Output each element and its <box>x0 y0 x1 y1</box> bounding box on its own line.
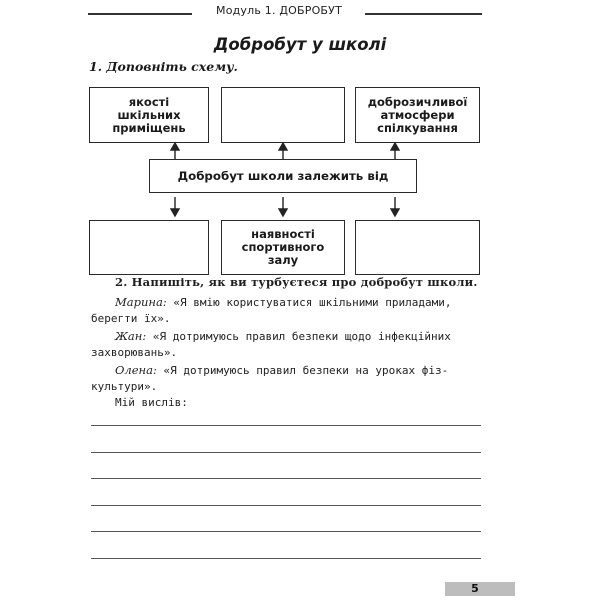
answer-line-2[interactable] <box>91 452 481 453</box>
statement-olena-cont <box>91 379 483 395</box>
top-box-1-line-2: шкільних <box>117 107 181 122</box>
statement-olena-line-2: культури». <box>91 380 158 394</box>
statement-marina-line-2: берегти їх». <box>91 312 171 326</box>
center-box-label: Добробут школи залежить від <box>177 168 389 183</box>
page-title: Добробут у школі <box>213 35 387 54</box>
page-number: 5 <box>471 582 479 595</box>
statement-marina <box>91 294 483 311</box>
statement-zhan <box>91 328 483 345</box>
top-box-3-line-2: атмосфери <box>380 107 455 122</box>
answer-line-1[interactable] <box>91 425 481 426</box>
speaker-olena: Олена: <box>115 362 157 377</box>
top-box-1-line-3: приміщень <box>112 120 186 135</box>
task2-statements <box>91 294 483 412</box>
arrowhead-up-left <box>171 143 179 150</box>
bottom-box-2-line-2: спортивного <box>241 240 325 254</box>
arrowhead-up-right <box>391 143 399 150</box>
task1-instruction: 1. Доповніть схему. <box>89 59 238 74</box>
top-box-1-line-1: якості <box>128 94 170 109</box>
statement-zhan-cont <box>91 345 483 361</box>
statement-marina-line-1: «Я вмію користуватися шкільними приладами, <box>166 296 452 309</box>
statement-olena <box>91 362 483 379</box>
arrowhead-down-left <box>171 209 179 216</box>
top-box-3-line-1: доброзичливої <box>367 94 468 109</box>
statement-marina-cont <box>91 311 483 327</box>
arrowhead-down-center <box>279 209 287 216</box>
statement-olena-line-1: «Я дотримуюсь правил безпеки на уроках фіз- <box>156 363 449 377</box>
statement-zhan-line-2: захворювань». <box>91 346 178 360</box>
answer-line-3[interactable] <box>91 478 481 479</box>
top-box-3-line-3: спілкування <box>377 120 458 135</box>
answer-line-5[interactable] <box>91 531 481 532</box>
statement-zhan-line-1: «Я дотримуюсь правил безпеки щодо інфекційних <box>146 329 451 343</box>
task2-instruction: 2. Напишіть, як ви турбуєтеся про добробут школи. <box>115 275 478 289</box>
arrowhead-up-center <box>279 143 287 150</box>
answer-line-6[interactable] <box>91 558 481 559</box>
module-label: Модуль 1. ДОБРОБУТ <box>216 4 342 17</box>
arrowhead-down-right <box>391 209 399 216</box>
speaker-marina: Марина: <box>115 295 167 309</box>
bottom-box-2-line-1: наявності <box>251 227 315 241</box>
bottom-box-2-line-3: залу <box>267 253 299 267</box>
answer-line-4[interactable] <box>91 505 481 506</box>
speaker-zhan: Жан: <box>115 328 147 343</box>
my-statement-label: Мій вислів: <box>115 396 188 410</box>
